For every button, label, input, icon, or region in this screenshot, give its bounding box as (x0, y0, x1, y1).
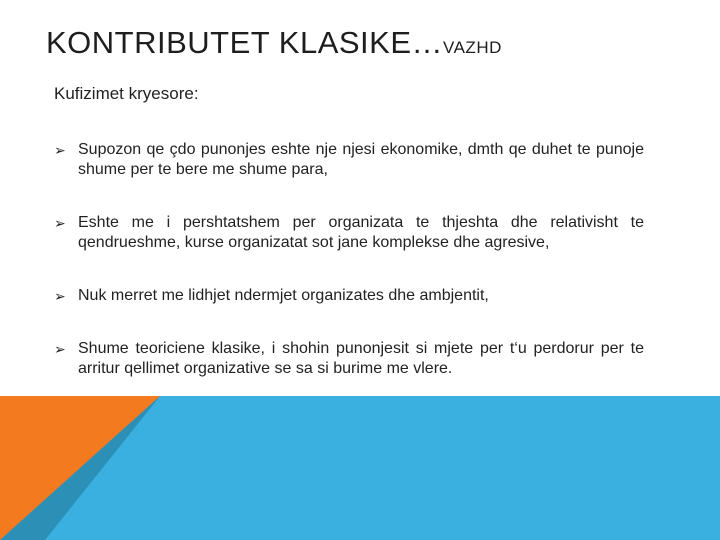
bullet-text: Nuk merret me lidhjet ndermjet organizates dhe ambjentit, (78, 287, 489, 304)
arrowhead-bullet-icon: ➢ (54, 142, 66, 158)
slide-title-suffix: VAZHD (443, 38, 502, 57)
bullet-item (54, 213, 644, 253)
bullet-item (54, 140, 644, 180)
arrowhead-bullet-icon: ➢ (54, 215, 66, 231)
bullet-text: Shume teoriciene klasike, i shohin punonjesit si mjete per t‘u perdorur per te arritur qellimet organizative se sa si burime me vlere. (78, 340, 644, 377)
decorative-footer-shapes (0, 396, 720, 540)
bullet-item (54, 339, 644, 379)
slide-title-main: KONTRIBUTET KLASIKE… (46, 25, 444, 60)
slide-title (46, 24, 502, 61)
bullet-text: Eshte me i pershtatshem per organizata te thjeshta dhe relativisht te qendrueshme, kurse organizatat sot jane komplekse dhe agresive, (78, 214, 644, 251)
bullet-text: Supozon qe çdo punonjes eshte nje njesi ekonomike, dmth qe duhet te punoje shume per te bere me shume para, (78, 141, 644, 178)
bullet-list (54, 140, 644, 412)
arrowhead-bullet-icon: ➢ (54, 341, 66, 357)
slide-subtitle: Kufizimet kryesore: (54, 84, 199, 103)
bullet-item (54, 286, 644, 306)
arrowhead-bullet-icon: ➢ (54, 288, 66, 304)
